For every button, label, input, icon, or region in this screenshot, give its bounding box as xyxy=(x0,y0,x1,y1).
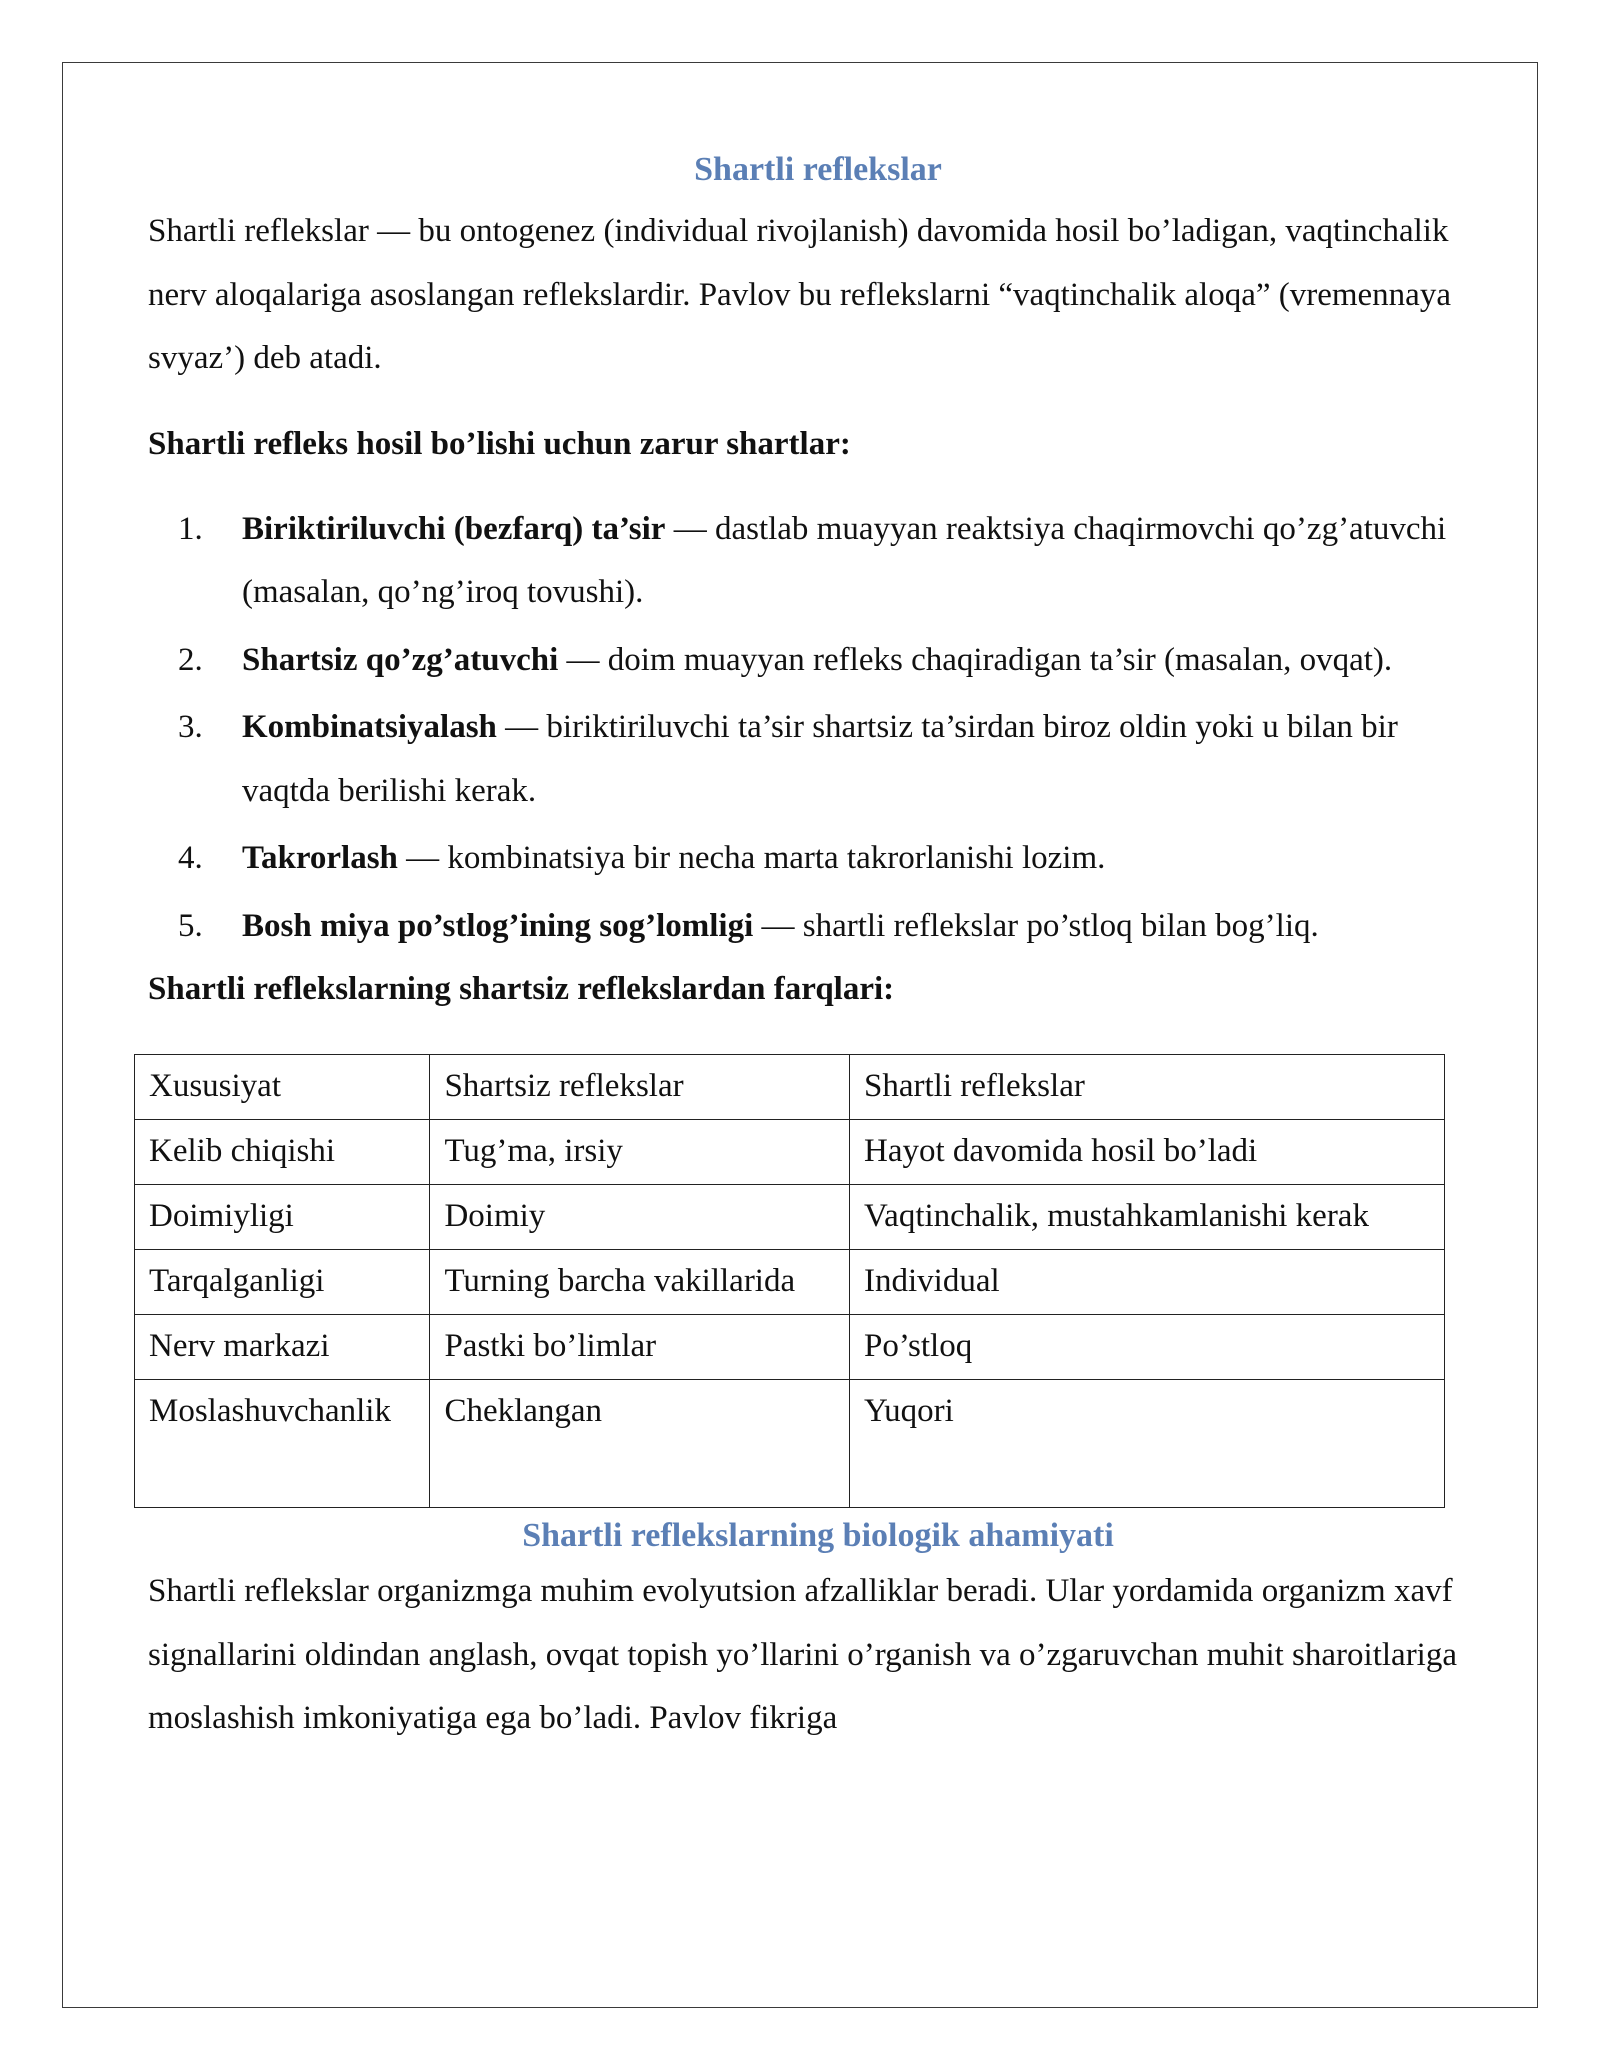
list-item xyxy=(148,895,1488,959)
list-number: 2. xyxy=(178,641,203,678)
list-number: 3. xyxy=(178,709,203,745)
table-cell: Turning barcha vakillarida xyxy=(430,1250,850,1315)
table-cell: Vaqtinchalik, mustahkamlanishi kerak xyxy=(850,1185,1445,1250)
table-cell: Xususiyat xyxy=(135,1055,430,1120)
biology-paragraph: Shartli reflekslar organizmga muhim evolyutsion afzalliklar beradi. Ular yordamida organizm xavf signallarini oldindan anglash, ovqat topish yo’llarini o’rganish va o’zgaruvchan muhit sharoitlariga moslashish imkoniyatiga ega bo’ladi. Pavlov fikriga xyxy=(148,1573,1457,1736)
table-row xyxy=(135,1120,1445,1185)
conditions-list xyxy=(148,498,1488,959)
table-cell: Moslashuvchanlik xyxy=(135,1380,430,1508)
intro-paragraph: Shartli reflekslar — bu ontogenez (individual rivojlanish) davomida hosil bo’ladigan, vaqtinchalik nerv aloqalariga asoslangan reflekslardir. Pavlov bu reflekslarni “vaqtinchalik aloqa” (vremennaya svyaz’) deb atadi. xyxy=(148,213,1451,376)
comparison-table xyxy=(134,1054,1445,1508)
condition-desc: — doim muayyan refleks chaqiradigan ta’sir (masalan, ovqat). xyxy=(558,641,1393,678)
section-title: Shartli reflekslar xyxy=(694,151,942,188)
table-cell: Tug’ma, irsiy xyxy=(430,1120,850,1185)
table-row xyxy=(135,1315,1445,1380)
list-item xyxy=(148,696,1488,823)
condition-term: Shartsiz qo’zg’atuvchi xyxy=(242,641,559,678)
table-cell: Tarqalganligi xyxy=(135,1250,430,1315)
condition-term: Takrorlash xyxy=(242,840,398,876)
table-cell: Po’stloq xyxy=(850,1315,1445,1380)
list-number: 1. xyxy=(178,510,203,547)
table-cell: Doimiyligi xyxy=(135,1185,430,1250)
table-row xyxy=(135,1250,1445,1315)
list-number: 4. xyxy=(178,840,203,876)
table-cell: Kelib chiqishi xyxy=(135,1120,430,1185)
table-cell: Hayot davomida hosil bo’ladi xyxy=(850,1120,1445,1185)
table-cell: Pastki bo’limlar xyxy=(430,1315,850,1380)
table-cell: Doimiy xyxy=(430,1185,850,1250)
table-cell: Nerv markazi xyxy=(135,1315,430,1380)
condition-desc: — kombinatsiya bir necha marta takrorlanishi lozim. xyxy=(397,840,1106,876)
table-cell: Shartli reflekslar xyxy=(850,1055,1445,1120)
conditions-heading: Shartli refleks hosil bo’lishi uchun zarur shartlar: xyxy=(148,425,851,462)
table-cell: Individual xyxy=(850,1250,1445,1315)
differences-heading: Shartli reflekslarning shartsiz reflekslardan farqlari: xyxy=(148,971,895,1007)
table-cell: Shartsiz reflekslar xyxy=(430,1055,850,1120)
condition-term: Bosh miya po’stlog’ining sog’lomligi xyxy=(242,907,754,944)
document-body xyxy=(148,140,1488,1751)
table-row xyxy=(135,1185,1445,1250)
table-cell: Cheklangan xyxy=(430,1380,850,1508)
table-header-row xyxy=(135,1055,1445,1120)
table-cell: Yuqori xyxy=(850,1380,1445,1508)
condition-desc: — dastlab muayyan reaktsiya chaqirmovchi qo’zg’atuvchi (masalan, qo’ng’iroq tovushi). xyxy=(242,510,1447,610)
condition-desc: — biriktiriluvchi ta’sir shartsiz ta’sirdan biroz oldin yoki u bilan bir vaqtda berilishi kerak. xyxy=(242,709,1398,809)
biology-title: Shartli reflekslarning biologik ahamiyati xyxy=(522,1517,1114,1554)
table-row xyxy=(135,1380,1445,1508)
condition-desc: — shartli reflekslar po’stloq bilan bog’liq. xyxy=(753,907,1319,944)
condition-term: Biriktiriluvchi (bezfarq) ta’sir xyxy=(242,510,666,547)
list-item xyxy=(148,629,1488,693)
condition-term: Kombinatsiyalash xyxy=(242,709,497,745)
list-item xyxy=(148,827,1488,891)
list-item xyxy=(148,498,1488,625)
list-number: 5. xyxy=(178,907,203,944)
